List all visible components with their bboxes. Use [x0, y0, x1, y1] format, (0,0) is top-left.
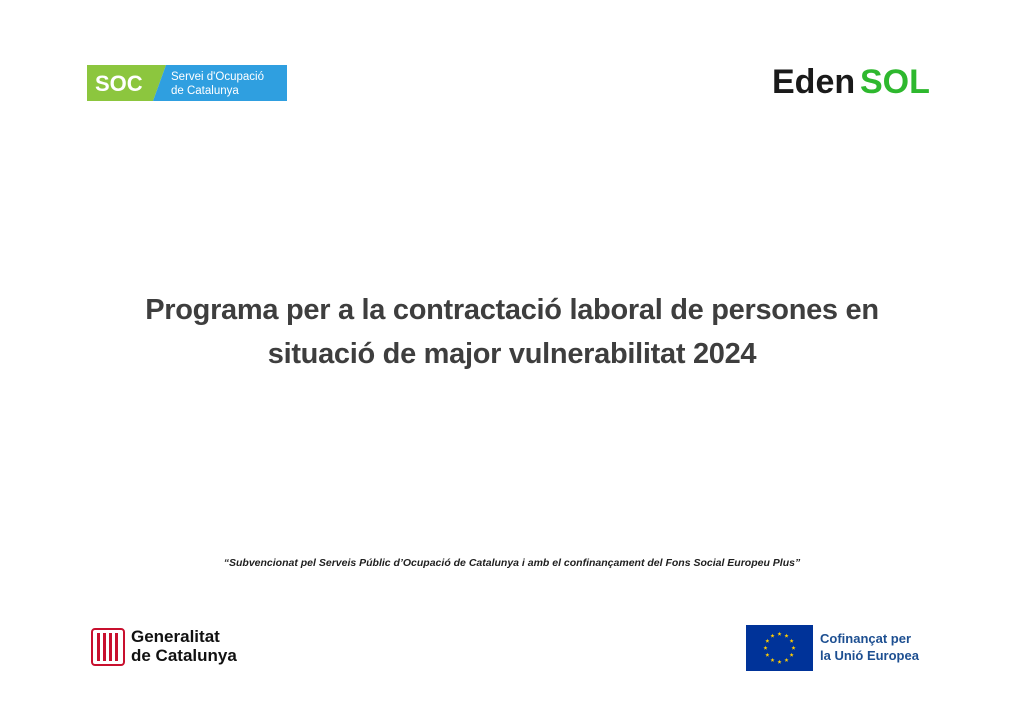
soc-logo-graphic — [87, 65, 287, 101]
soc-logo-name-line1: Servei d'Ocupació — [171, 71, 264, 83]
eu-logo-text — [820, 630, 919, 664]
edensol-logo-graphic — [772, 58, 938, 102]
eu-flag-icon — [746, 625, 813, 671]
soc-logo-acronym: SOC — [95, 71, 143, 96]
generalitat-emblem-icon — [91, 628, 125, 666]
eu-logo-line1: Cofinançat per — [820, 631, 912, 646]
document-title-line1: Programa per a la contractació laboral de persones en — [145, 294, 879, 326]
generalitat-logo-text — [131, 627, 237, 665]
edensol-logo — [772, 58, 938, 102]
edensol-logo-text-suffix: SOL — [860, 63, 930, 101]
document-title — [60, 288, 964, 376]
soc-logo-name-line2: de Catalunya — [171, 85, 239, 97]
generalitat-logo-line2: de Catalunya — [131, 646, 237, 665]
eu-logo-line2: la Unió Europea — [820, 648, 919, 663]
document-title-line2: situació de major vulnerabilitat 2024 — [267, 338, 757, 370]
eu-cofunding-logo — [746, 624, 946, 672]
funding-note: “Subvencionat pel Serveis Públic d’Ocupació de Catalunya i amb el confinançament del Fons Social Europeu Plus” — [223, 557, 801, 569]
generalitat-logo — [91, 626, 261, 668]
generalitat-logo-line1: Generalitat — [131, 627, 220, 646]
soc-logo — [87, 65, 287, 101]
edensol-logo-text-prefix: Eden — [772, 63, 856, 101]
